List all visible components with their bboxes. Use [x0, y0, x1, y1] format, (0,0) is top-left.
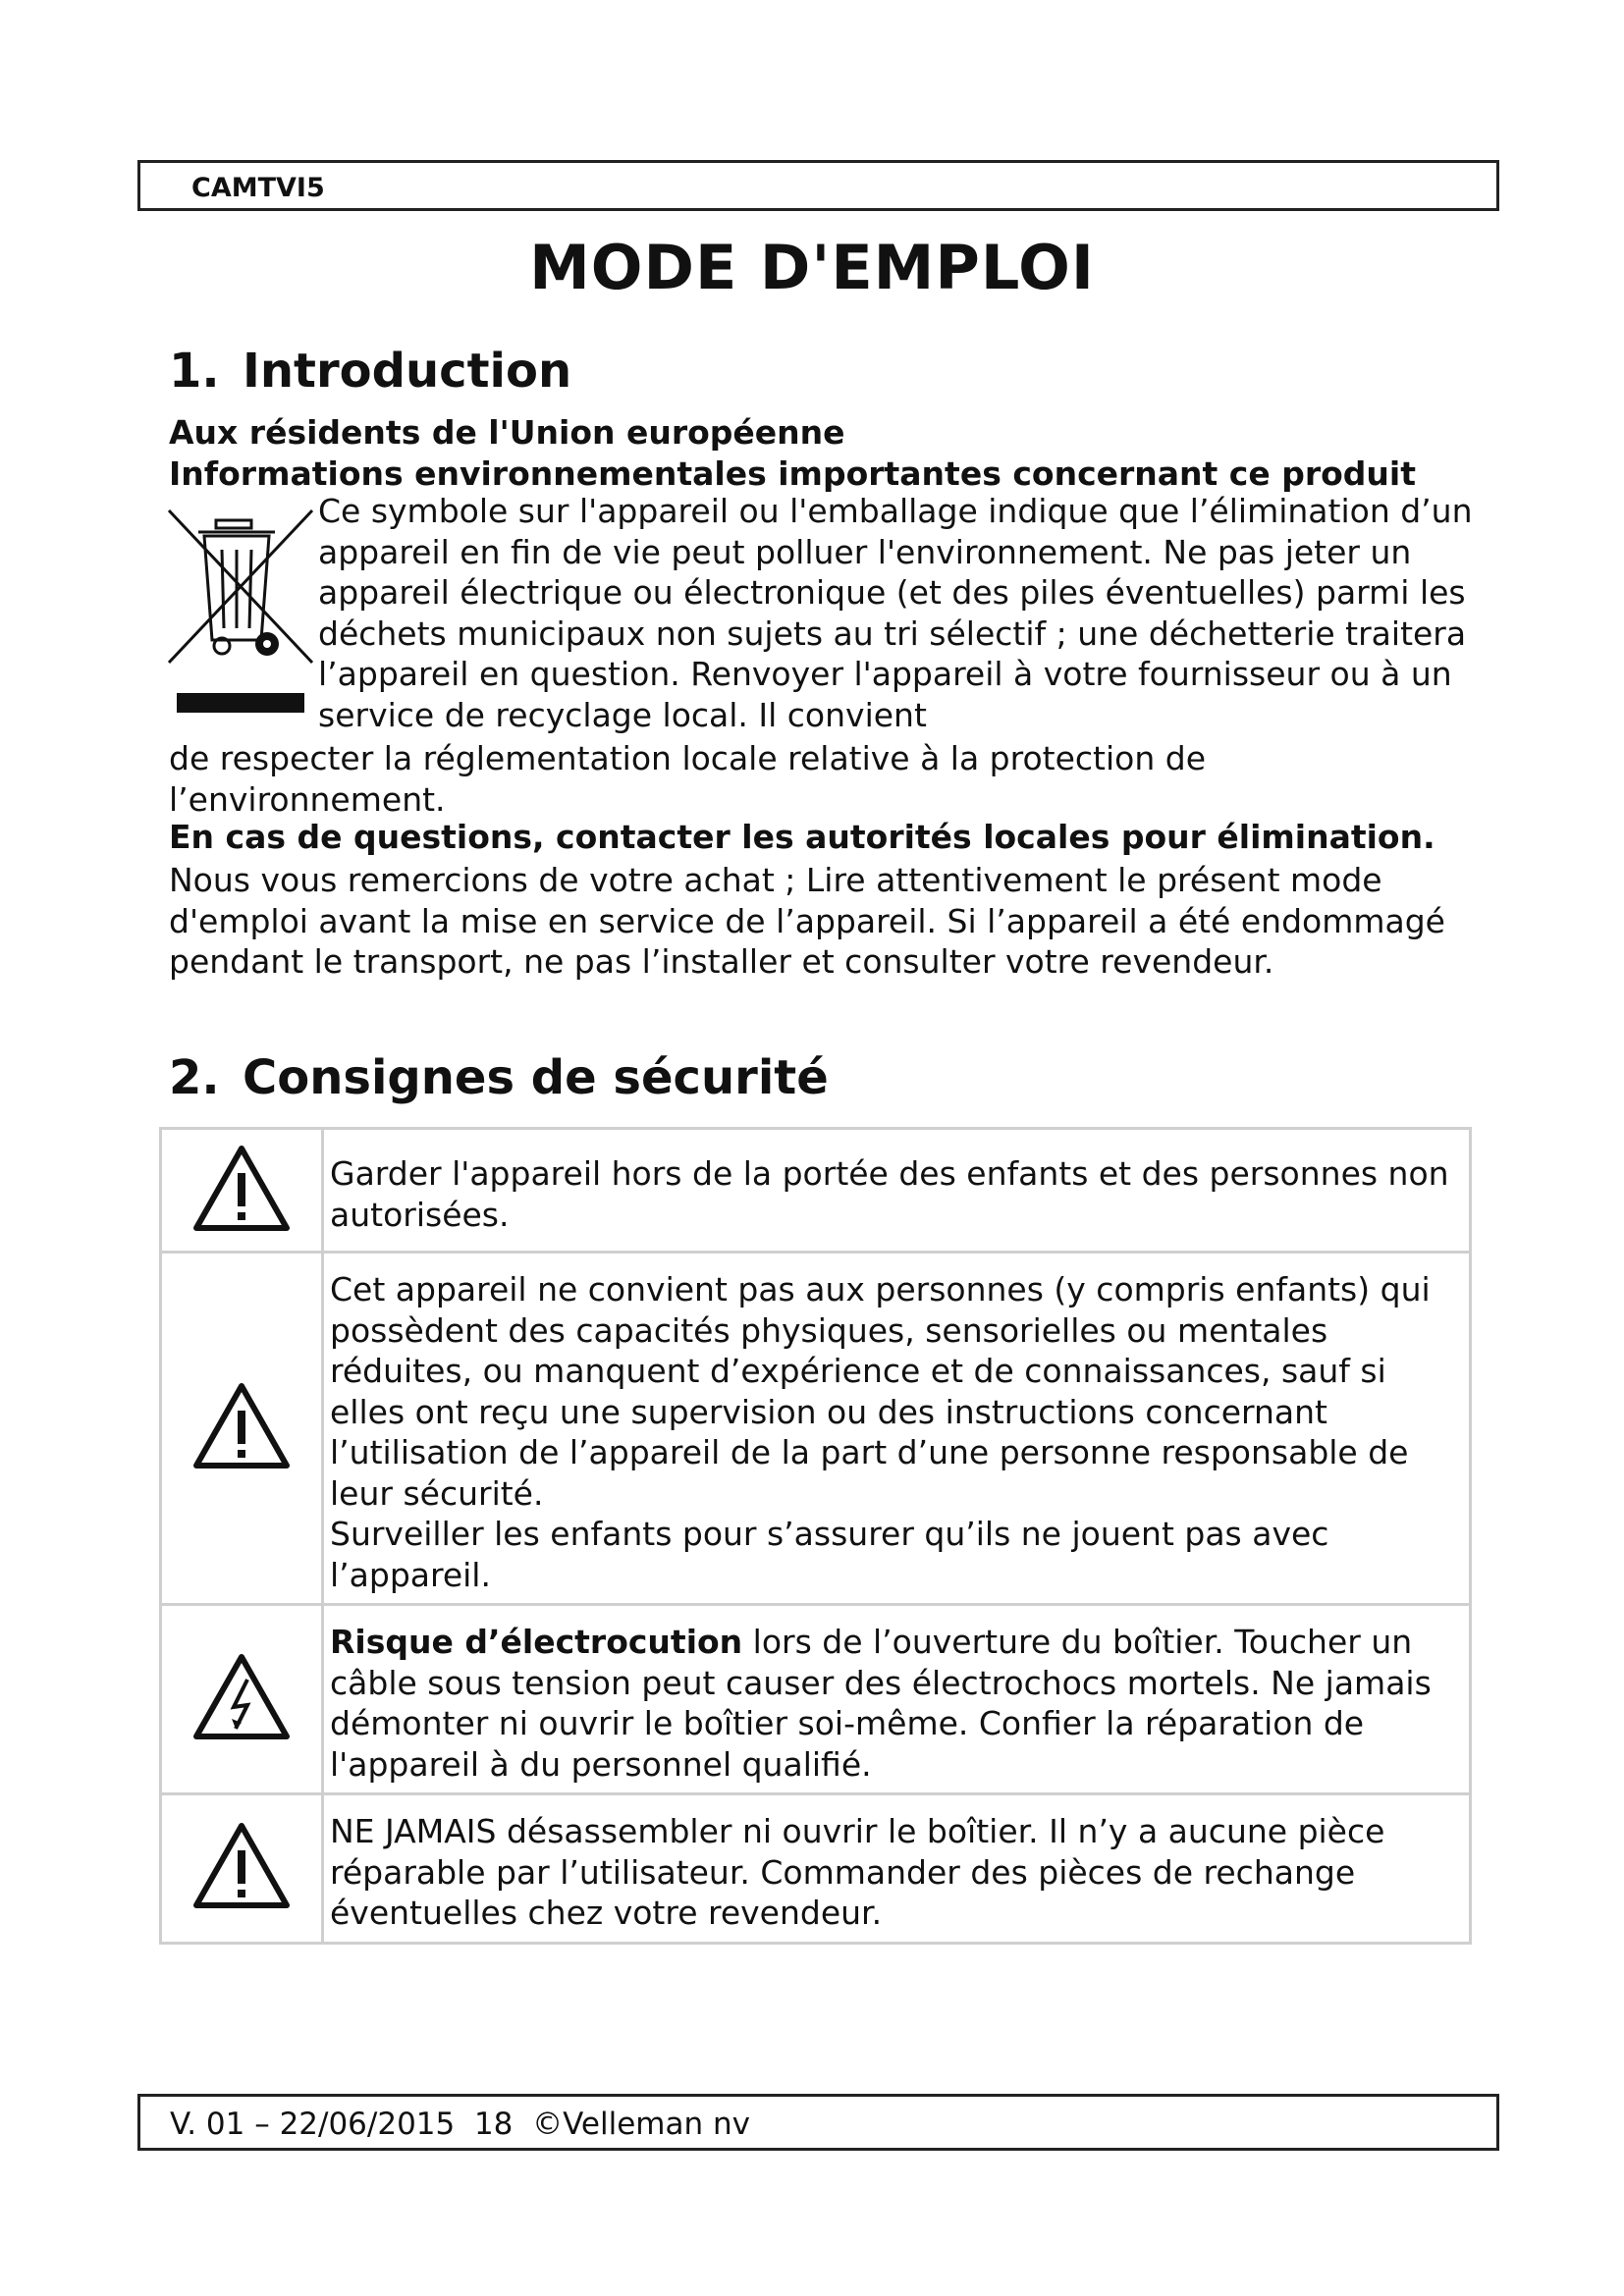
header-box [137, 160, 1499, 211]
safety-icon-cell [161, 1605, 323, 1794]
safety-row [161, 1605, 1471, 1794]
footer-box [137, 2094, 1499, 2151]
section-1-heading [169, 344, 571, 399]
safety-text [323, 1605, 1471, 1794]
local-authorities-note: En cas de questions, contacter les autorités locales pour élimination. [169, 818, 1435, 856]
electrocution-risk-label: Risque d’électrocution [330, 1623, 743, 1661]
safety-row [161, 1794, 1471, 1944]
warning-icon [192, 1821, 291, 1911]
section-2-heading [169, 1050, 829, 1105]
safety-text: Garder l'appareil hors de la portée des enfants et des personnes non autorisées. [323, 1129, 1471, 1253]
section-2-title: Consignes de sécurité [243, 1050, 829, 1105]
warning-icon [192, 1144, 291, 1234]
weee-crossed-bin-icon [165, 501, 317, 726]
environmental-info-subheading: Informations environnementales importantes concernant ce produit [169, 454, 1417, 493]
safety-icon-cell [161, 1794, 323, 1944]
warning-icon [192, 1381, 291, 1471]
safety-instructions-table [159, 1127, 1472, 1945]
safety-icon-cell [161, 1129, 323, 1253]
section-1-title: Introduction [243, 344, 572, 399]
document-title: MODE D'EMPLOI [529, 232, 1095, 303]
weee-paragraph-continuation: de respecter la réglementation locale relative à la protection de l’environnement. [169, 739, 1206, 819]
section-1-number: 1. [169, 344, 220, 399]
safety-text [323, 1253, 1471, 1605]
safety-icon-cell [161, 1253, 323, 1605]
section-2-number: 2. [169, 1050, 220, 1105]
electric-hazard-icon [192, 1652, 291, 1742]
product-code: CAMTVI5 [191, 173, 325, 203]
safety-text-part-b: Surveiller les enfants pour s’assurer qu’ils ne jouent pas avec l’appareil. [330, 1515, 1329, 1594]
eu-residents-subheading: Aux résidents de l'Union européenne [169, 413, 845, 452]
electrocution-risk-text: lors de l’ouverture du boîtier. Toucher un câble sous tension peut causer des électrochocs mortels. Ne jamais démonter ni ouvrir le boîtier soi-même. Confier la réparation de l'appareil à du personnel qualifié. [330, 1623, 1432, 1784]
safety-text-part-a: Cet appareil ne convient pas aux personnes (y compris enfants) qui possèdent des capacités physiques, sensorielles ou mentales réduites, ou manquent d’expérience et de connaissances, sauf si elles ont reçu une supervision ou des instructions concernant l’utilisation de l’appareil de la part d’une personne responsable de leur sécurité. [330, 1270, 1431, 1513]
weee-paragraph: Ce symbole sur l'appareil ou l'emballage indique que l’élimination d’un appareil en fin de vie peut polluer l'environnement. Ne pas jeter un appareil électrique ou électronique (et des piles éventuelles) parmi les déchets municipaux non sujets au tri sélectif ; une déchetterie traitera l’appareil en question. Renvoyer l'appareil à votre fournisseur ou à un service de recyclage local. Il convient [318, 492, 1473, 734]
thanks-paragraph: Nous vous remercions de votre achat ; Lire attentivement le présent mode d'emploi avant la mise en service de l’appareil. Si l’appareil a été endommagé pendant le transport, ne pas l’installer et consulter votre revendeur. [169, 861, 1445, 981]
safety-row [161, 1129, 1471, 1253]
safety-row [161, 1253, 1471, 1605]
safety-text: NE JAMAIS désassembler ni ouvrir le boîtier. Il n’y a aucune pièce réparable par l’utilisateur. Commander des pièces de rechange éventuelles chez votre revendeur. [323, 1794, 1471, 1944]
footer-text: V. 01 – 22/06/2015 18 ©Velleman nv [170, 2107, 750, 2142]
